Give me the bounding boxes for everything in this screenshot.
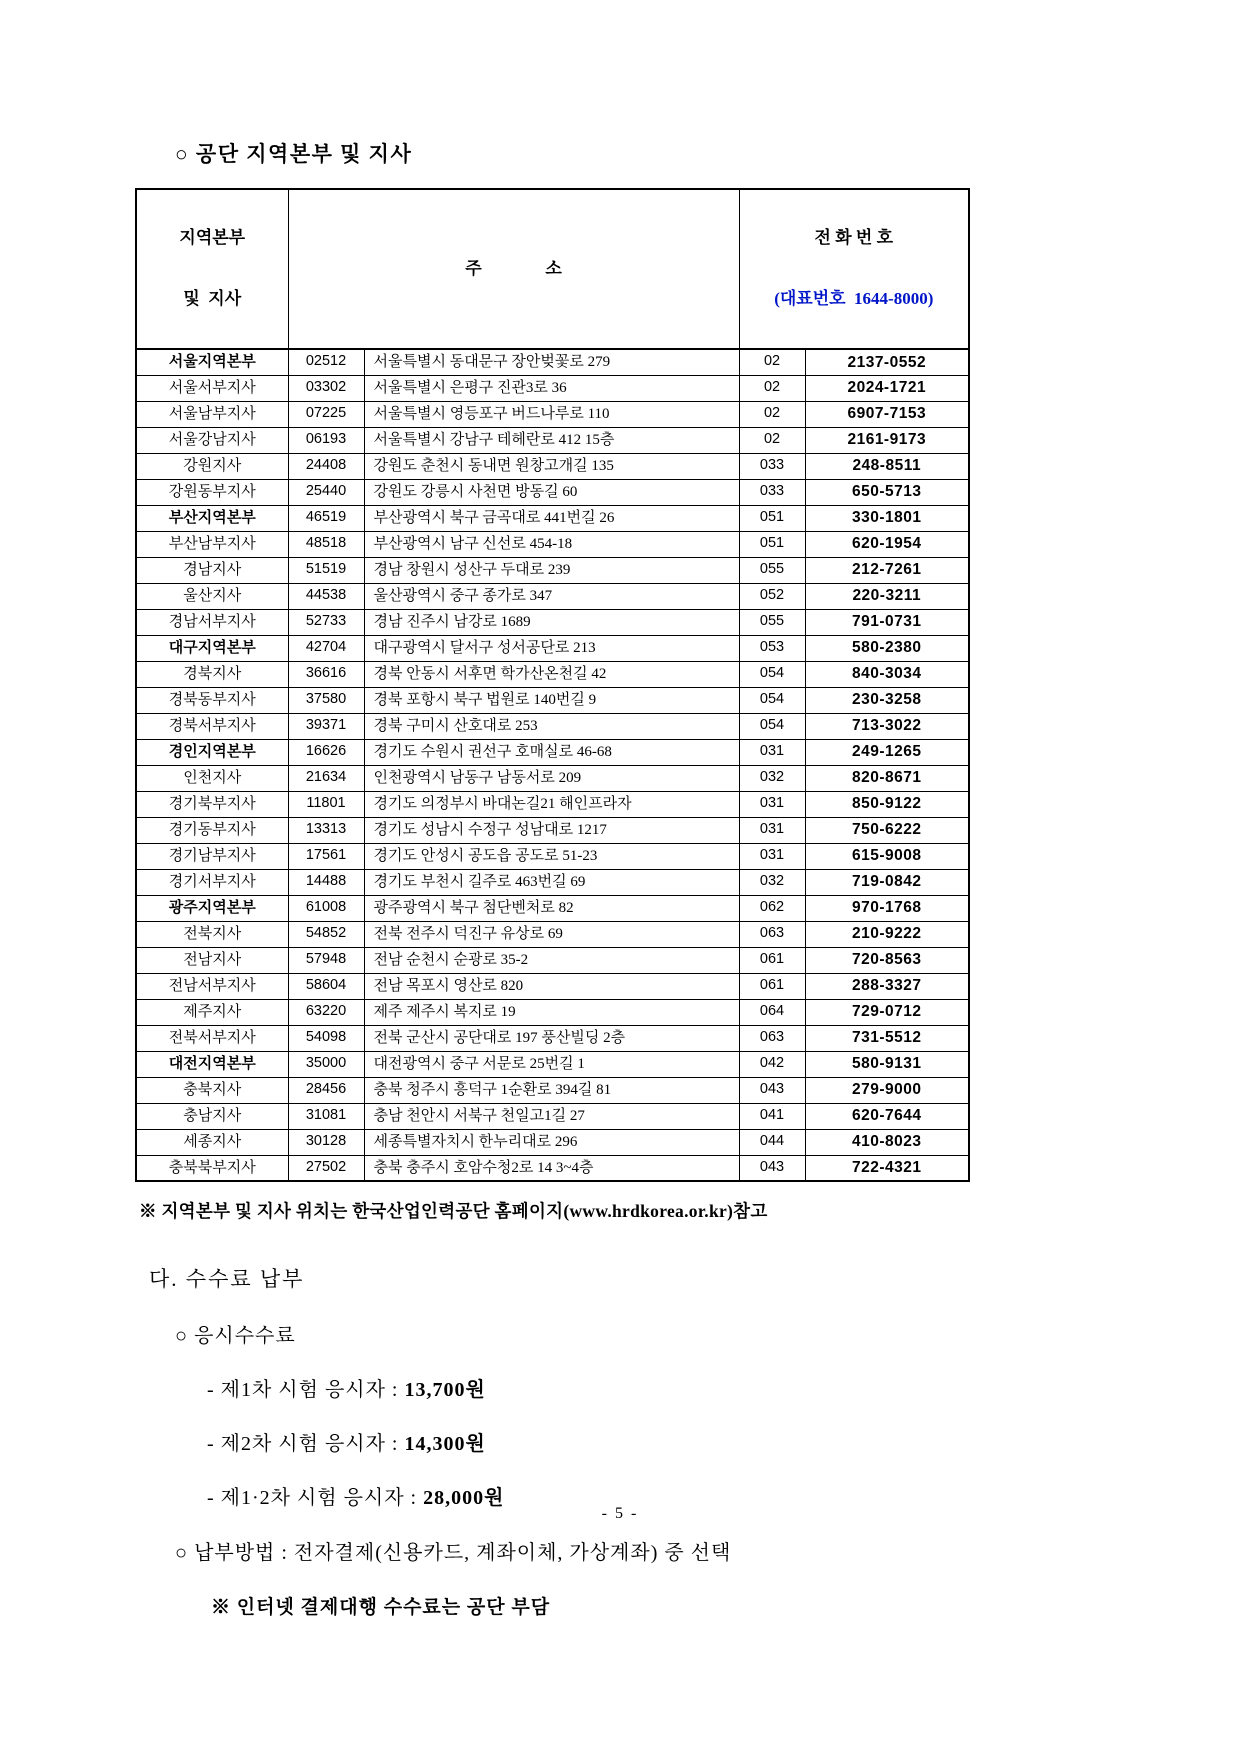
- address: 전북 전주시 덕진구 유상로 69: [364, 921, 739, 947]
- table-row: [136, 479, 969, 505]
- phone-number: 279-9000: [805, 1077, 969, 1103]
- address: 경기도 부천시 길주로 463번길 69: [364, 869, 739, 895]
- office-table-body: [136, 349, 969, 1181]
- area-code: 063: [739, 921, 805, 947]
- address: 충남 천안시 서북구 천일고1길 27: [364, 1103, 739, 1129]
- phone-number: 212-7261: [805, 557, 969, 583]
- phone-number: 248-8511: [805, 453, 969, 479]
- phone-number: 210-9222: [805, 921, 969, 947]
- office-name: 부산지역본부: [136, 505, 288, 531]
- address: 전남 목포시 영산로 820: [364, 973, 739, 999]
- fee-item-3-amount: 28,000원: [423, 1487, 505, 1509]
- table-row: [136, 999, 969, 1025]
- fee-item-1: [207, 1373, 968, 1402]
- area-code: 02: [739, 349, 805, 375]
- table-header-row: [136, 189, 969, 349]
- header-office: [136, 189, 288, 349]
- phone-number: 720-8563: [805, 947, 969, 973]
- address: 경기도 수원시 권선구 호매실로 46-68: [364, 739, 739, 765]
- address: 전남 순천시 순광로 35-2: [364, 947, 739, 973]
- office-name: 경인지역본부: [136, 739, 288, 765]
- payment-method: ○ 납부방법 : 전자결제(신용카드, 계좌이체, 가상계좌) 중 선택: [175, 1542, 732, 1564]
- area-code: 042: [739, 1051, 805, 1077]
- phone-number: 2024-1721: [805, 375, 969, 401]
- address: 충북 청주시 흥덕구 1순환로 394길 81: [364, 1077, 739, 1103]
- zip-code: 42704: [288, 635, 364, 661]
- table-row: [136, 713, 969, 739]
- table-row: [136, 375, 969, 401]
- area-code: 054: [739, 687, 805, 713]
- address: 부산광역시 남구 신선로 454-18: [364, 531, 739, 557]
- area-code: 054: [739, 713, 805, 739]
- zip-code: 31081: [288, 1103, 364, 1129]
- phone-number: 330-1801: [805, 505, 969, 531]
- zip-code: 13313: [288, 817, 364, 843]
- office-table: [135, 188, 970, 1182]
- phone-number: 580-2380: [805, 635, 969, 661]
- table-row: [136, 1129, 969, 1155]
- address: 강원도 춘천시 동내면 원창고개길 135: [364, 453, 739, 479]
- area-code: 031: [739, 791, 805, 817]
- area-code: 064: [739, 999, 805, 1025]
- table-row: [136, 1155, 969, 1181]
- table-row: [136, 739, 969, 765]
- header-phone: [739, 189, 969, 349]
- table-row: [136, 349, 969, 375]
- address: 서울특별시 강남구 테헤란로 412 15층: [364, 427, 739, 453]
- fees-subtitle: ○ 응시수수료: [175, 1325, 296, 1347]
- office-name: 전남지사: [136, 947, 288, 973]
- area-code: 033: [739, 453, 805, 479]
- header-phone-line1: 전 화 번 호: [814, 228, 893, 248]
- office-name: 전북지사: [136, 921, 288, 947]
- table-row: [136, 921, 969, 947]
- zip-code: 61008: [288, 895, 364, 921]
- table-row: [136, 661, 969, 687]
- table-row: [136, 583, 969, 609]
- header-office-line1: 지역본부: [179, 228, 246, 248]
- area-code: 053: [739, 635, 805, 661]
- zip-code: 11801: [288, 791, 364, 817]
- office-name: 경기북부지사: [136, 791, 288, 817]
- address: 전북 군산시 공단대로 197 풍산빌딩 2층: [364, 1025, 739, 1051]
- phone-number: 840-3034: [805, 661, 969, 687]
- phone-number: 2137-0552: [805, 349, 969, 375]
- table-row: [136, 1051, 969, 1077]
- zip-code: 54098: [288, 1025, 364, 1051]
- zip-code: 25440: [288, 479, 364, 505]
- address: 경남 창원시 성산구 두대로 239: [364, 557, 739, 583]
- office-name: 서울지역본부: [136, 349, 288, 375]
- zip-code: 57948: [288, 947, 364, 973]
- address: 서울특별시 은평구 진관3로 36: [364, 375, 739, 401]
- area-code: 061: [739, 973, 805, 999]
- phone-number: 288-3327: [805, 973, 969, 999]
- table-row: [136, 557, 969, 583]
- office-name: 전북서부지사: [136, 1025, 288, 1051]
- table-row: [136, 1103, 969, 1129]
- area-code: 055: [739, 557, 805, 583]
- fees-section: [135, 1263, 968, 1619]
- phone-number: 580-9131: [805, 1051, 969, 1077]
- fees-section-title: 다. 수수료 납부: [149, 1267, 305, 1291]
- zip-code: 35000: [288, 1051, 364, 1077]
- area-code: 031: [739, 739, 805, 765]
- office-name: 인천지사: [136, 765, 288, 791]
- area-code: 062: [739, 895, 805, 921]
- area-code: 043: [739, 1155, 805, 1181]
- office-name: 서울남부지사: [136, 401, 288, 427]
- address: 부산광역시 북구 금곡대로 441번길 26: [364, 505, 739, 531]
- table-row: [136, 609, 969, 635]
- address: 서울특별시 동대문구 장안벚꽃로 279: [364, 349, 739, 375]
- table-row: [136, 531, 969, 557]
- phone-number: 230-3258: [805, 687, 969, 713]
- zip-code: 36616: [288, 661, 364, 687]
- zip-code: 02512: [288, 349, 364, 375]
- address: 서울특별시 영등포구 버드나루로 110: [364, 401, 739, 427]
- zip-code: 14488: [288, 869, 364, 895]
- zip-code: 37580: [288, 687, 364, 713]
- zip-code: 28456: [288, 1077, 364, 1103]
- area-code: 061: [739, 947, 805, 973]
- address: 경기도 의정부시 바대논길21 해인프라자: [364, 791, 739, 817]
- area-code: 032: [739, 765, 805, 791]
- zip-code: 58604: [288, 973, 364, 999]
- table-row: [136, 973, 969, 999]
- table-row: [136, 1077, 969, 1103]
- phone-number: 850-9122: [805, 791, 969, 817]
- office-name: 제주지사: [136, 999, 288, 1025]
- zip-code: 06193: [288, 427, 364, 453]
- table-row: [136, 635, 969, 661]
- address: 경북 구미시 산호대로 253: [364, 713, 739, 739]
- office-name: 강원동부지사: [136, 479, 288, 505]
- table-row: [136, 817, 969, 843]
- address: 광주광역시 북구 첨단벤처로 82: [364, 895, 739, 921]
- address: 경남 진주시 남강로 1689: [364, 609, 739, 635]
- zip-code: 48518: [288, 531, 364, 557]
- section-title: ○ 공단 지역본부 및 지사: [175, 142, 413, 166]
- page-number: - 5 -: [601, 1505, 639, 1522]
- area-code: 055: [739, 609, 805, 635]
- fee-item-2: [207, 1427, 968, 1456]
- office-name: 대전지역본부: [136, 1051, 288, 1077]
- zip-code: 17561: [288, 843, 364, 869]
- address: 경기도 안성시 공도읍 공도로 51-23: [364, 843, 739, 869]
- address: 대구광역시 달서구 성서공단로 213: [364, 635, 739, 661]
- phone-number: 249-1265: [805, 739, 969, 765]
- phone-number: 970-1768: [805, 895, 969, 921]
- office-name: 광주지역본부: [136, 895, 288, 921]
- phone-number: 791-0731: [805, 609, 969, 635]
- area-code: 02: [739, 401, 805, 427]
- address: 세종특별자치시 한누리대로 296: [364, 1129, 739, 1155]
- address: 강원도 강릉시 사천면 방동길 60: [364, 479, 739, 505]
- office-name: 충남지사: [136, 1103, 288, 1129]
- office-name: 경북동부지사: [136, 687, 288, 713]
- table-row: [136, 843, 969, 869]
- fee-note: ※ 인터넷 결제대행 수수료는 공단 부담: [211, 1597, 551, 1618]
- area-code: 063: [739, 1025, 805, 1051]
- office-name: 서울서부지사: [136, 375, 288, 401]
- phone-number: 722-4321: [805, 1155, 969, 1181]
- table-row: [136, 791, 969, 817]
- address: 대전광역시 중구 서문로 25번길 1: [364, 1051, 739, 1077]
- office-name: 강원지사: [136, 453, 288, 479]
- fee-item-1-amount: 13,700원: [404, 1379, 486, 1401]
- table-row: [136, 427, 969, 453]
- table-row: [136, 869, 969, 895]
- zip-code: 07225: [288, 401, 364, 427]
- office-name: 부산남부지사: [136, 531, 288, 557]
- fee-item-3-label: - 제1·2차 시험 응시자 :: [207, 1487, 424, 1509]
- fee-item-1-label: - 제1차 시험 응시자 :: [207, 1379, 405, 1401]
- fee-item-2-amount: 14,300원: [404, 1433, 486, 1455]
- fee-item-2-label: - 제2차 시험 응시자 :: [207, 1433, 405, 1455]
- office-name: 경남서부지사: [136, 609, 288, 635]
- table-row: [136, 453, 969, 479]
- address: 제주 제주시 복지로 19: [364, 999, 739, 1025]
- area-code: 044: [739, 1129, 805, 1155]
- zip-code: 39371: [288, 713, 364, 739]
- table-footnote: ※ 지역본부 및 지사 위치는 한국산업인력공단 홈페이지(www.hrdkorea.or.kr)참고: [139, 1201, 768, 1221]
- office-name: 울산지사: [136, 583, 288, 609]
- zip-code: 30128: [288, 1129, 364, 1155]
- header-phone-hotline: (대표번호 1644-8000): [774, 288, 934, 308]
- phone-number: 750-6222: [805, 817, 969, 843]
- phone-number: 820-8671: [805, 765, 969, 791]
- phone-number: 620-7644: [805, 1103, 969, 1129]
- table-row: [136, 765, 969, 791]
- area-code: 054: [739, 661, 805, 687]
- phone-number: 650-5713: [805, 479, 969, 505]
- office-name: 경기동부지사: [136, 817, 288, 843]
- office-name: 충북지사: [136, 1077, 288, 1103]
- table-row: [136, 505, 969, 531]
- zip-code: 63220: [288, 999, 364, 1025]
- table-row: [136, 1025, 969, 1051]
- address: 경북 안동시 서후면 학가산온천길 42: [364, 661, 739, 687]
- phone-number: 713-3022: [805, 713, 969, 739]
- area-code: 033: [739, 479, 805, 505]
- table-row: [136, 947, 969, 973]
- area-code: 031: [739, 817, 805, 843]
- area-code: 02: [739, 375, 805, 401]
- phone-number: 6907-7153: [805, 401, 969, 427]
- header-address: 주 소: [288, 189, 739, 349]
- phone-number: 220-3211: [805, 583, 969, 609]
- address: 경기도 성남시 수정구 성남대로 1217: [364, 817, 739, 843]
- office-name: 경기서부지사: [136, 869, 288, 895]
- phone-number: 2161-9173: [805, 427, 969, 453]
- zip-code: 21634: [288, 765, 364, 791]
- table-row: [136, 401, 969, 427]
- phone-number: 729-0712: [805, 999, 969, 1025]
- area-code: 043: [739, 1077, 805, 1103]
- header-office-line2: 및 지사: [183, 288, 242, 308]
- office-name: 서울강남지사: [136, 427, 288, 453]
- zip-code: 51519: [288, 557, 364, 583]
- phone-number: 410-8023: [805, 1129, 969, 1155]
- zip-code: 54852: [288, 921, 364, 947]
- address: 울산광역시 중구 종가로 347: [364, 583, 739, 609]
- area-code: 051: [739, 531, 805, 557]
- address: 인천광역시 남동구 남동서로 209: [364, 765, 739, 791]
- zip-code: 24408: [288, 453, 364, 479]
- table-row: [136, 895, 969, 921]
- area-code: 032: [739, 869, 805, 895]
- office-name: 세종지사: [136, 1129, 288, 1155]
- phone-number: 615-9008: [805, 843, 969, 869]
- phone-number: 719-0842: [805, 869, 969, 895]
- zip-code: 44538: [288, 583, 364, 609]
- area-code: 031: [739, 843, 805, 869]
- office-name: 충북북부지사: [136, 1155, 288, 1181]
- area-code: 02: [739, 427, 805, 453]
- office-name: 경기남부지사: [136, 843, 288, 869]
- office-name: 전남서부지사: [136, 973, 288, 999]
- address: 경북 포항시 북구 법원로 140번길 9: [364, 687, 739, 713]
- zip-code: 03302: [288, 375, 364, 401]
- phone-number: 620-1954: [805, 531, 969, 557]
- area-code: 051: [739, 505, 805, 531]
- office-name: 경남지사: [136, 557, 288, 583]
- office-name: 경북서부지사: [136, 713, 288, 739]
- office-name: 대구지역본부: [136, 635, 288, 661]
- address: 충북 충주시 호암수청2로 14 3~4층: [364, 1155, 739, 1181]
- zip-code: 46519: [288, 505, 364, 531]
- zip-code: 27502: [288, 1155, 364, 1181]
- area-code: 041: [739, 1103, 805, 1129]
- table-row: [136, 687, 969, 713]
- office-name: 경북지사: [136, 661, 288, 687]
- phone-number: 731-5512: [805, 1025, 969, 1051]
- zip-code: 52733: [288, 609, 364, 635]
- document-content: [135, 138, 968, 1619]
- zip-code: 16626: [288, 739, 364, 765]
- area-code: 052: [739, 583, 805, 609]
